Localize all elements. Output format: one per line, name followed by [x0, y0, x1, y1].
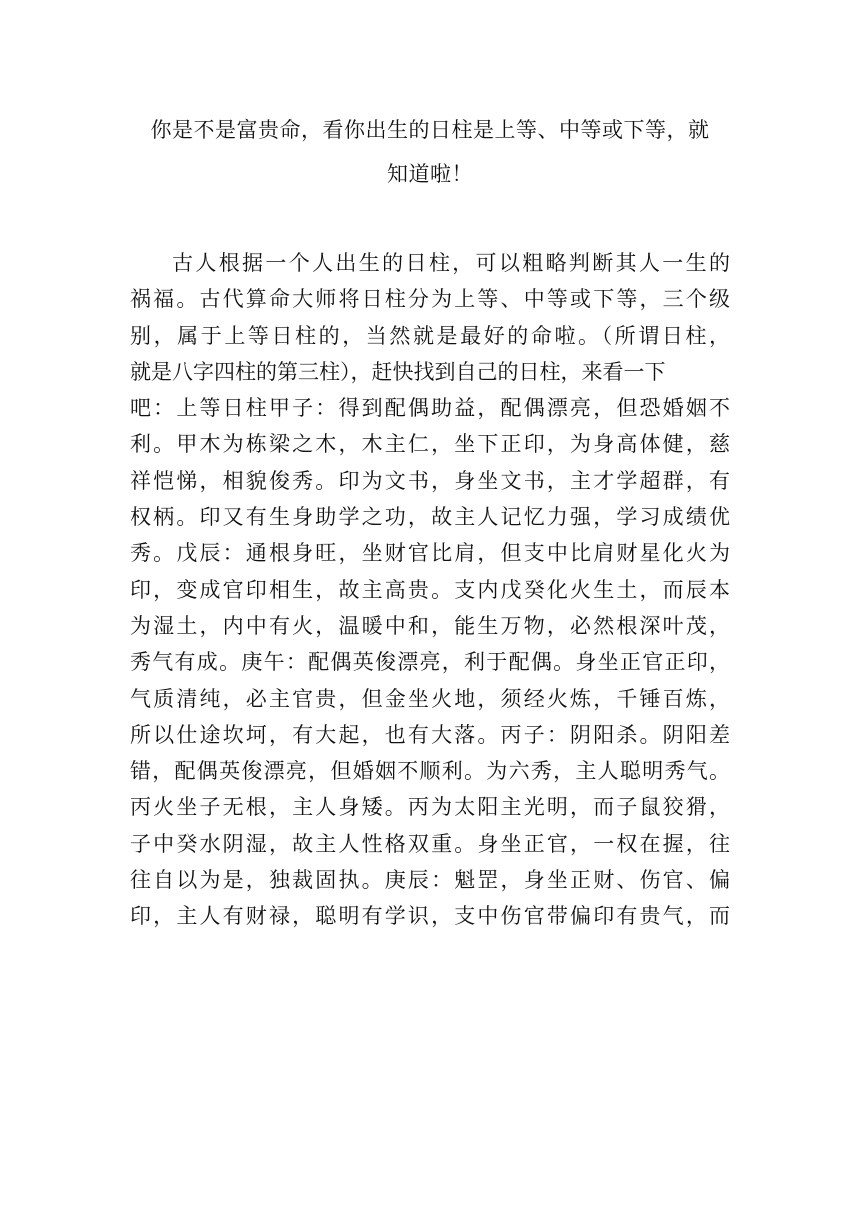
- title-line: 知道啦！: [387, 162, 473, 186]
- body-line: 就是八字四柱的第三柱），赶快找到自己的日柱，来看一下: [130, 359, 666, 384]
- body-line: 印，变成官印相生，故主高贵。支内戊癸化火生土，而辰本: [130, 577, 730, 602]
- body-line: 为湿土，内中有火，温暖中和，能生万物，必然根深叶茂，: [130, 613, 730, 638]
- document-body: [130, 245, 730, 935]
- title-line: 你是不是富贵命，看你出生的日柱是上等、中等或下等，就: [150, 118, 710, 142]
- body-line: 别，属于上等日柱的，当然就是最好的命啦。（所谓日柱，: [130, 323, 730, 348]
- body-line: 子中癸水阴湿，故主人性格双重。身坐正官，一权在握，往: [130, 831, 730, 856]
- body-line: 吧：上等日柱甲子：得到配偶助益，配偶漂亮，但恐婚姻不: [130, 396, 730, 421]
- body-line: 祸福。古代算命大师将日柱分为上等、中等或下等，三个级: [130, 287, 730, 312]
- body-line: 利。甲木为栋梁之木，木主仁，坐下正印，为身高体健，慈: [130, 432, 730, 457]
- body-line: 往自以为是，独裁固执。庚辰：魁罡，身坐正财、伤官、偏: [130, 868, 730, 893]
- body-line: 印，主人有财禄，聪明有学识，支中伤官带偏印有贵气，而: [130, 904, 730, 929]
- body-line: 错，配偶英俊漂亮，但婚姻不顺利。为六秀，主人聪明秀气。: [130, 759, 730, 784]
- body-line: 权柄。印又有生身助学之功，故主人记忆力强，学习成绩优: [130, 505, 730, 530]
- body-line: 丙火坐子无根，主人身矮。丙为太阳主光明，而子鼠狡猾，: [130, 795, 730, 820]
- document-title: [130, 108, 730, 196]
- body-line: 所以仕途坎坷，有大起，也有大落。丙子：阴阳杀。阴阳差: [130, 722, 730, 747]
- body-line: 祥恺悌，相貌俊秀。印为文书，身坐文书，主才学超群，有: [130, 468, 730, 493]
- body-line: 古人根据一个人出生的日柱，可以粗略判断其人一生的: [172, 251, 730, 275]
- body-line: 秀。戊辰：通根身旺，坐财官比肩，但支中比肩财星化火为: [130, 541, 730, 566]
- body-line: 气质清纯，必主官贵，但金坐火地，须经火炼，千锤百炼，: [130, 686, 730, 711]
- body-line: 秀气有成。庚午：配偶英俊漂亮，利于配偶。身坐正官正印，: [130, 650, 730, 675]
